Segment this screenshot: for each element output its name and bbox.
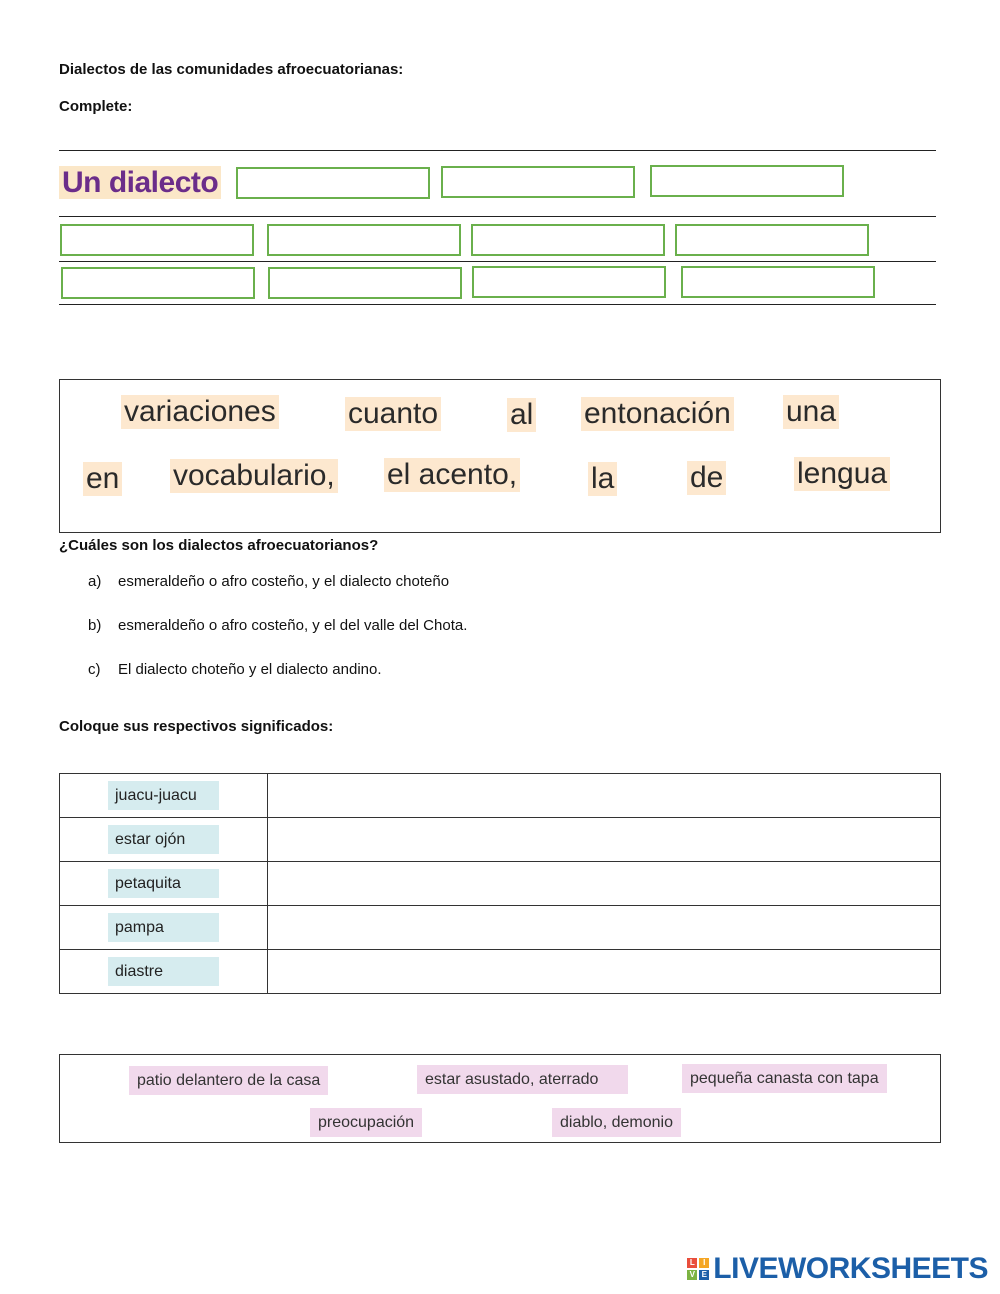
word-chip[interactable]: de xyxy=(687,461,726,495)
divider-line xyxy=(59,150,936,151)
term-label: juacu-juacu xyxy=(108,781,219,810)
logo-mark-letter: E xyxy=(699,1270,709,1280)
option-a[interactable] xyxy=(88,573,449,590)
complete-instruction: Complete: xyxy=(59,98,133,115)
answer-box-3[interactable] xyxy=(650,165,844,197)
meaning-drop-cell[interactable] xyxy=(268,862,941,906)
terms-table xyxy=(59,773,941,994)
answer-box-9[interactable] xyxy=(268,267,462,299)
sentence-start-label: Un dialecto xyxy=(59,166,221,199)
word-chip[interactable]: una xyxy=(783,395,839,429)
answer-box-2[interactable] xyxy=(441,166,635,198)
meaning-drop-cell[interactable] xyxy=(268,906,941,950)
word-chip[interactable]: cuanto xyxy=(345,397,441,431)
table-row xyxy=(60,818,941,862)
question-text: ¿Cuáles son los dialectos afroecuatorianos? xyxy=(59,537,379,554)
table-row xyxy=(60,950,941,994)
word-chip[interactable]: variaciones xyxy=(121,395,279,429)
divider-line xyxy=(59,216,936,217)
answer-box-10[interactable] xyxy=(472,266,666,298)
word-chip[interactable]: lengua xyxy=(794,457,890,491)
answer-box-5[interactable] xyxy=(267,224,461,256)
meaning-chip[interactable]: preocupación xyxy=(310,1108,422,1137)
term-cell xyxy=(60,774,268,818)
meaning-drop-cell[interactable] xyxy=(268,950,941,994)
option-text: esmeraldeño o afro costeño, y el dialecto choteño xyxy=(118,573,450,590)
term-cell xyxy=(60,862,268,906)
word-chip[interactable]: el acento, xyxy=(384,458,520,492)
answer-box-1[interactable] xyxy=(236,167,430,199)
divider-line xyxy=(59,261,936,262)
answer-box-11[interactable] xyxy=(681,266,875,298)
meanings-instruction: Coloque sus respectivos significados: xyxy=(59,718,334,735)
answer-box-4[interactable] xyxy=(60,224,254,256)
term-label: pampa xyxy=(108,913,219,942)
option-c[interactable] xyxy=(88,661,382,678)
logo-mark-letter: L xyxy=(687,1258,697,1268)
logo-text: LIVEWORKSHEETS xyxy=(713,1252,988,1285)
option-b[interactable] xyxy=(88,617,467,634)
page-title: Dialectos de las comunidades afroecuatorianas: xyxy=(59,61,404,78)
term-cell xyxy=(60,818,268,862)
answer-box-8[interactable] xyxy=(61,267,255,299)
word-chip[interactable]: la xyxy=(588,462,617,496)
term-label: petaquita xyxy=(108,869,219,898)
word-chip[interactable]: vocabulario, xyxy=(170,459,338,493)
meaning-chip[interactable]: pequeña canasta con tapa xyxy=(682,1064,887,1093)
term-cell xyxy=(60,950,268,994)
term-label: estar ojón xyxy=(108,825,219,854)
term-cell xyxy=(60,906,268,950)
option-letter: c) xyxy=(88,661,101,678)
word-chip[interactable]: entonación xyxy=(581,397,734,431)
option-letter: b) xyxy=(88,617,102,634)
word-chip[interactable]: en xyxy=(83,462,122,496)
logo-mark-letter: V xyxy=(687,1270,697,1280)
table-row xyxy=(60,906,941,950)
option-text: El dialecto choteño y el dialecto andino. xyxy=(118,661,382,678)
logo-mark-letter: I xyxy=(699,1258,709,1268)
divider-line xyxy=(59,304,936,305)
meaning-drop-cell[interactable] xyxy=(268,818,941,862)
meaning-drop-cell[interactable] xyxy=(268,774,941,818)
meaning-chip[interactable]: patio delantero de la casa xyxy=(129,1066,328,1095)
table-row xyxy=(60,774,941,818)
meaning-chip[interactable]: estar asustado, aterrado xyxy=(417,1065,628,1094)
logo-mark-icon xyxy=(687,1258,709,1280)
term-label: diastre xyxy=(108,957,219,986)
liveworksheets-logo xyxy=(687,1252,988,1286)
option-letter: a) xyxy=(88,573,102,590)
option-text: esmeraldeño o afro costeño, y el del valle del Chota. xyxy=(118,617,468,634)
table-row xyxy=(60,862,941,906)
answer-box-6[interactable] xyxy=(471,224,665,256)
word-chip[interactable]: al xyxy=(507,398,536,432)
meaning-chip[interactable]: diablo, demonio xyxy=(552,1108,681,1137)
answer-box-7[interactable] xyxy=(675,224,869,256)
